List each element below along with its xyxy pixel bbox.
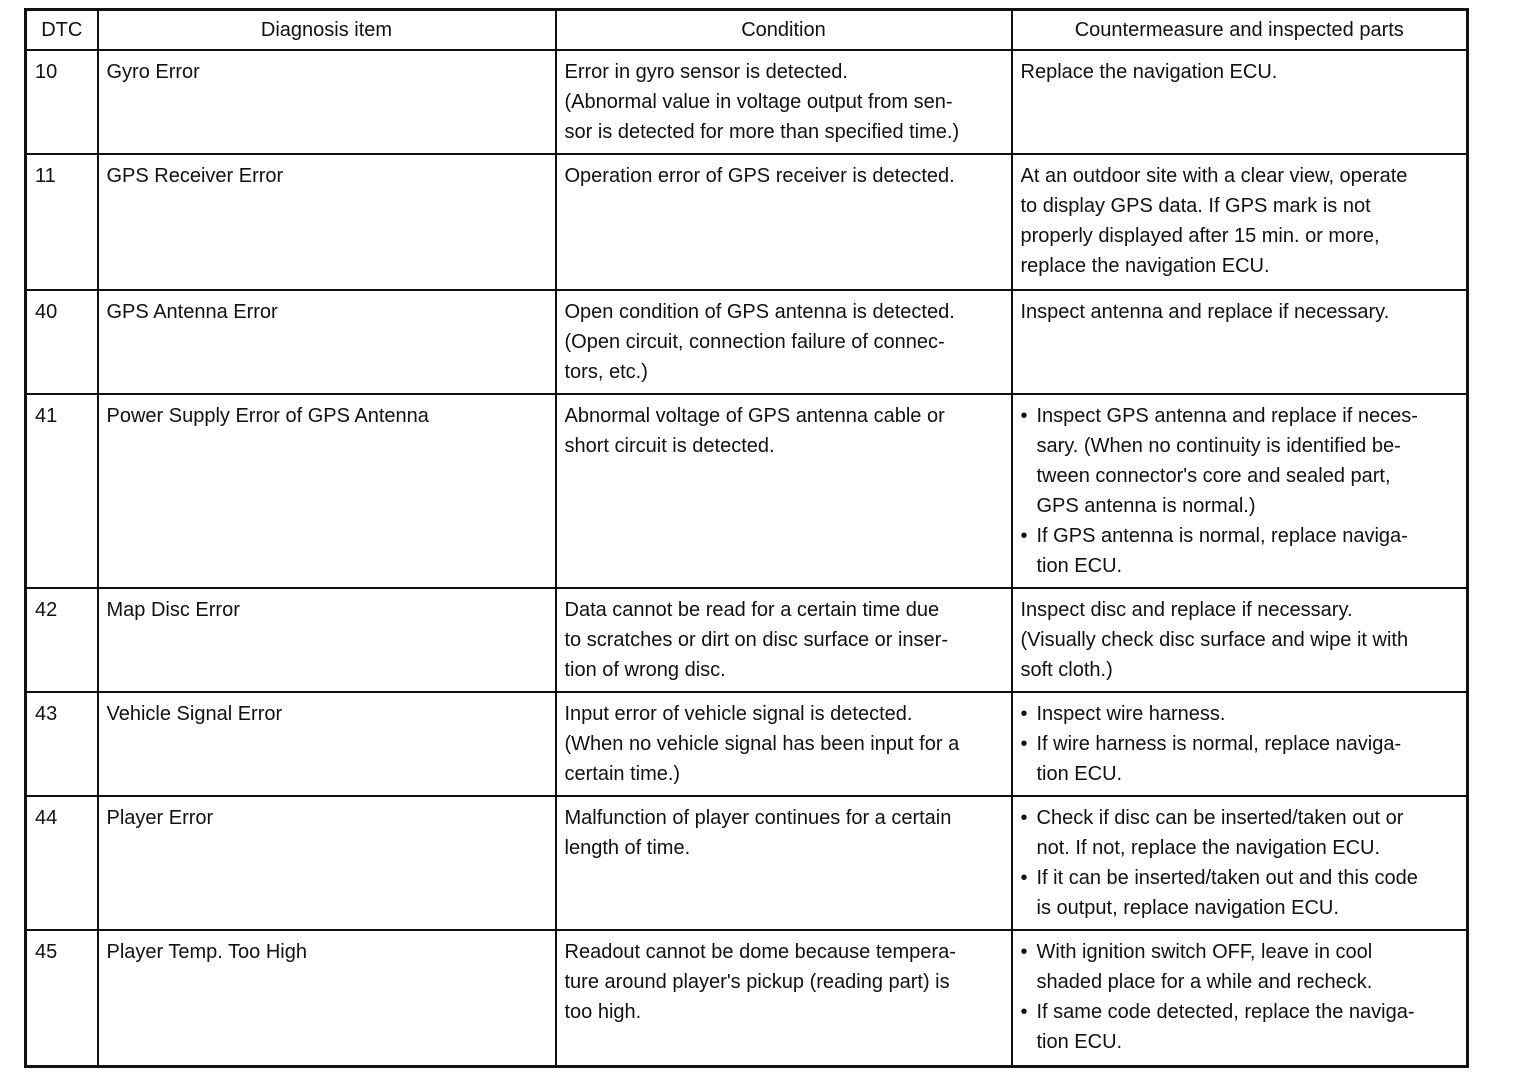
- condition-line: Operation error of GPS receiver is detected.: [564, 165, 955, 187]
- header-condition: Condition: [556, 10, 1012, 51]
- countermeasure-line: • If it can be inserted/taken out and this code: [1036, 867, 1418, 889]
- diagnosis-item-cell: Map Disc Error: [98, 588, 556, 692]
- dtc-code-cell: 41: [26, 394, 98, 588]
- table-row: [26, 394, 1468, 588]
- table-row: [26, 154, 1468, 290]
- countermeasure-cell: [1012, 930, 1468, 1066]
- condition-line: short circuit is detected.: [564, 435, 775, 457]
- countermeasure-cell: [1012, 394, 1468, 588]
- countermeasure-line: • Check if disc can be inserted/taken out or: [1036, 807, 1404, 829]
- countermeasure-line: At an outdoor site with a clear view, operate: [1020, 165, 1408, 187]
- countermeasure-cell: [1012, 692, 1468, 796]
- condition-cell: [556, 154, 1012, 290]
- countermeasure-line: sary. (When no continuity is identified be-: [1036, 435, 1401, 457]
- condition-line: sor is detected for more than specified time.): [564, 121, 960, 143]
- countermeasure-line: Inspect antenna and replace if necessary.: [1020, 301, 1390, 323]
- condition-line: (Open circuit, connection failure of connec-: [564, 331, 945, 353]
- dtc-diagnosis-table: [24, 8, 1469, 1068]
- diagnosis-item-cell: Vehicle Signal Error: [98, 692, 556, 796]
- condition-line: Open condition of GPS antenna is detected.: [564, 301, 955, 323]
- diagnosis-item-cell: Player Temp. Too High: [98, 930, 556, 1066]
- condition-line: certain time.): [564, 763, 681, 785]
- table-row: [26, 692, 1468, 796]
- table-row: [26, 588, 1468, 692]
- countermeasure-line: • With ignition switch OFF, leave in cool: [1036, 941, 1373, 963]
- countermeasure-cell: [1012, 154, 1468, 290]
- countermeasure-bullet-item: [1021, 803, 1459, 863]
- countermeasure-line: • If same code detected, replace the naviga-: [1036, 1001, 1415, 1023]
- condition-cell: [556, 290, 1012, 394]
- table-row: [26, 290, 1468, 394]
- dtc-code-cell: 42: [26, 588, 98, 692]
- countermeasure-line: to display GPS data. If GPS mark is not: [1020, 195, 1371, 217]
- header-dtc: DTC: [26, 10, 98, 51]
- diagnosis-item-cell: Power Supply Error of GPS Antenna: [98, 394, 556, 588]
- countermeasure-bullet-item: [1021, 699, 1459, 729]
- condition-line: Error in gyro sensor is detected.: [564, 61, 848, 83]
- diagnosis-item-cell: Gyro Error: [98, 50, 556, 154]
- condition-cell: [556, 50, 1012, 154]
- countermeasure-cell: [1012, 588, 1468, 692]
- condition-cell: [556, 930, 1012, 1066]
- condition-cell: [556, 588, 1012, 692]
- countermeasure-line: • Inspect GPS antenna and replace if neces-: [1036, 405, 1418, 427]
- countermeasure-line: not. If not, replace the navigation ECU.: [1036, 837, 1381, 859]
- countermeasure-line: shaded place for a while and recheck.: [1036, 971, 1373, 993]
- condition-line: ture around player's pickup (reading part) is: [564, 971, 950, 993]
- condition-line: (When no vehicle signal has been input for a: [564, 733, 960, 755]
- condition-cell: [556, 796, 1012, 930]
- countermeasure-bullet-item: [1021, 401, 1459, 521]
- countermeasure-line: soft cloth.): [1020, 659, 1113, 681]
- countermeasure-line: tion ECU.: [1036, 763, 1123, 785]
- countermeasure-line: is output, replace navigation ECU.: [1036, 897, 1339, 919]
- condition-line: (Abnormal value in voltage output from sen-: [564, 91, 953, 113]
- countermeasure-line: • Inspect wire harness.: [1036, 703, 1226, 725]
- table-row: [26, 50, 1468, 154]
- condition-line: length of time.: [564, 837, 691, 859]
- countermeasure-line: replace the navigation ECU.: [1020, 255, 1270, 277]
- condition-line: Malfunction of player continues for a certain: [564, 807, 952, 829]
- countermeasure-line: properly displayed after 15 min. or more,: [1020, 225, 1380, 247]
- countermeasure-line: • If GPS antenna is normal, replace naviga-: [1036, 525, 1408, 547]
- diagnosis-item-cell: Player Error: [98, 796, 556, 930]
- condition-line: Data cannot be read for a certain time due: [564, 599, 940, 621]
- dtc-code-cell: 43: [26, 692, 98, 796]
- dtc-code-cell: 10: [26, 50, 98, 154]
- header-countermeasure: Countermeasure and inspected parts: [1012, 10, 1468, 51]
- countermeasure-line: GPS antenna is normal.): [1036, 495, 1256, 517]
- header-diagnosis-item: Diagnosis item: [98, 10, 556, 51]
- countermeasure-bullet-item: [1021, 729, 1459, 789]
- condition-line: Abnormal voltage of GPS antenna cable or: [564, 405, 945, 427]
- countermeasure-line: Inspect disc and replace if necessary.: [1020, 599, 1353, 621]
- countermeasure-cell: [1012, 50, 1468, 154]
- condition-line: tors, etc.): [564, 361, 648, 383]
- condition-cell: [556, 692, 1012, 796]
- countermeasure-line: tween connector's core and sealed part,: [1036, 465, 1391, 487]
- countermeasure-bullet-item: [1021, 521, 1459, 581]
- table-body: [26, 50, 1468, 1066]
- condition-line: Readout cannot be dome because tempera-: [564, 941, 956, 963]
- table-row: [26, 930, 1468, 1066]
- countermeasure-line: (Visually check disc surface and wipe it with: [1020, 629, 1409, 651]
- condition-line: to scratches or dirt on disc surface or inser-: [564, 629, 948, 651]
- condition-line: too high.: [564, 1001, 642, 1023]
- diagnosis-item-cell: GPS Antenna Error: [98, 290, 556, 394]
- countermeasure-cell: [1012, 290, 1468, 394]
- countermeasure-line: tion ECU.: [1036, 555, 1123, 577]
- diagnosis-item-cell: GPS Receiver Error: [98, 154, 556, 290]
- countermeasure-line: Replace the navigation ECU.: [1020, 61, 1278, 83]
- condition-cell: [556, 394, 1012, 588]
- countermeasure-bullet-item: [1021, 997, 1459, 1057]
- dtc-code-cell: 45: [26, 930, 98, 1066]
- condition-line: tion of wrong disc.: [564, 659, 726, 681]
- countermeasure-line: • If wire harness is normal, replace naviga-: [1036, 733, 1402, 755]
- countermeasure-bullet-item: [1021, 937, 1459, 997]
- condition-line: Input error of vehicle signal is detected.: [564, 703, 913, 725]
- countermeasure-bullet-item: [1021, 863, 1459, 923]
- dtc-code-cell: 40: [26, 290, 98, 394]
- countermeasure-cell: [1012, 796, 1468, 930]
- table-row: [26, 796, 1468, 930]
- dtc-code-cell: 11: [26, 154, 98, 290]
- countermeasure-line: tion ECU.: [1036, 1031, 1123, 1053]
- dtc-code-cell: 44: [26, 796, 98, 930]
- table-header-row: [26, 10, 1468, 51]
